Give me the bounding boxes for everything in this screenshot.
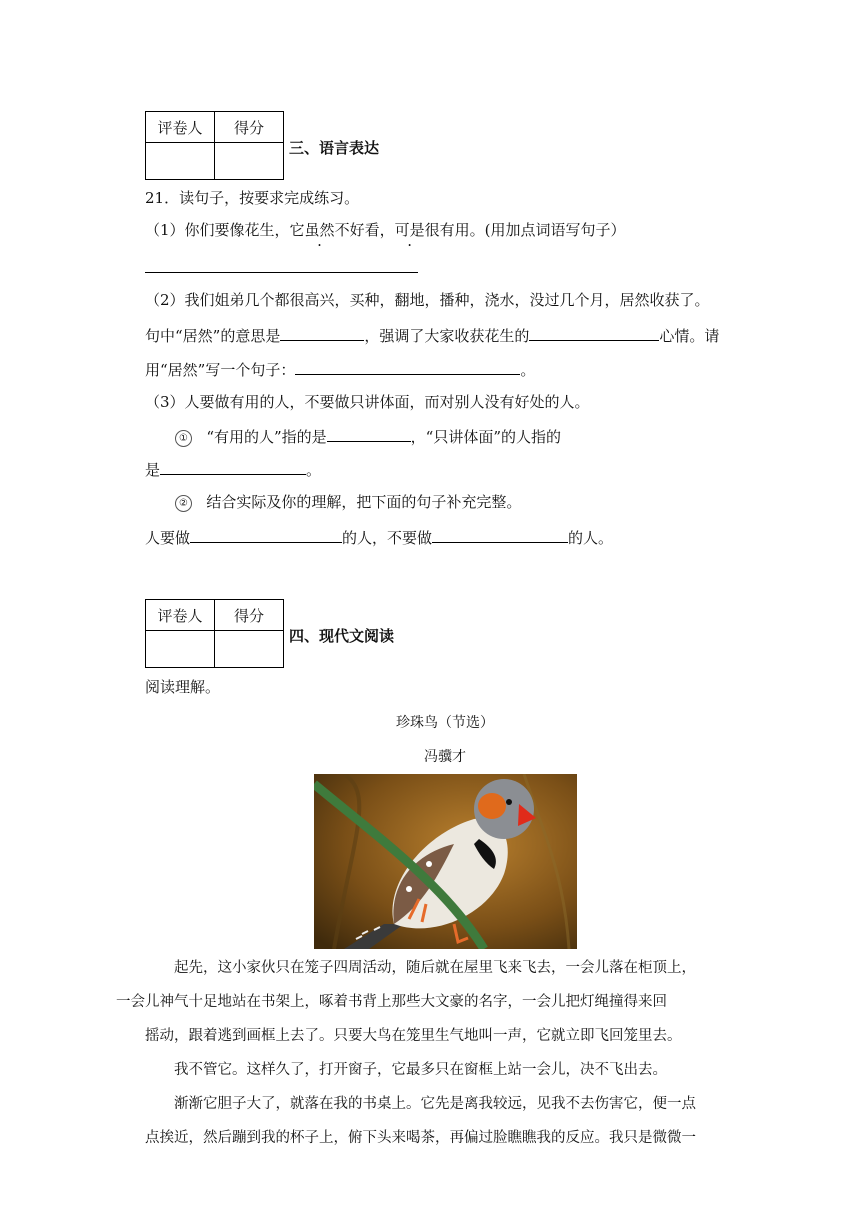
section-title: 三、语言表达 [289,139,380,157]
subquestion-2-line-3 [145,358,535,380]
score-cell[interactable] [215,143,284,180]
text-segment: 人要做 [145,529,191,547]
reading-instruction: 阅读理解。 [145,678,221,696]
subquestion-3-part-1-cont [145,458,321,480]
text-segment: ，“只讲体面”的人指的 [410,428,561,446]
text-segment: 是 [145,461,161,479]
subquestion-1 [145,220,625,240]
answer-blank[interactable] [295,358,520,375]
question-stem: 21．读句子，按要求完成练习。 [145,189,360,207]
text-segment: “有用的人”指的是 [206,428,327,446]
subquestion-2: （2）我们姐弟几个都很高兴，买种，翻地，播种，浇水，没过几个月，居然收获了。 [145,291,710,309]
text-segment: 的人。 [568,529,614,547]
answer-blank[interactable] [529,324,659,341]
answer-blank[interactable] [280,324,364,341]
text-segment: 。 [520,361,536,379]
subquestion-3-part-2-fill [145,526,613,548]
score-header: 得分 [215,112,284,143]
score-table [145,111,284,180]
text-segment: 不好看， [334,221,395,239]
text-segment: 。 [306,461,322,479]
text-segment: 很有用。(用加点词语写句子） [424,221,626,239]
text-segment: 句中“居然”的意思是 [145,327,281,345]
answer-blank[interactable] [432,526,568,543]
passage-line: 一会儿神气十足地站在书架上，啄着书背上那些大文豪的名字，一会儿把灯绳撞得来回 [116,994,667,1010]
answer-blank[interactable] [327,425,411,442]
story-author: 冯骥才 [424,749,466,765]
passage-paragraph [145,1087,715,1155]
reviewer-header: 评卷人 [146,600,215,631]
text-segment: （1）你们要像花生，它 [145,221,305,239]
answer-line[interactable] [145,272,418,273]
reviewer-header: 评卷人 [146,112,215,143]
story-title: 珍珠鸟（节选） [396,715,494,731]
subquestion-3-part-2 [175,492,521,512]
reviewer-cell[interactable] [146,631,215,668]
passage-line: 起先，这小家伙只在笼子四周活动，随后就在屋里飞来飞去，一会儿落在柜顶上， [174,960,696,976]
subquestion-2-line-2 [145,324,719,346]
number-1-icon: ① [175,430,192,447]
passage-paragraph [116,951,715,1053]
text-segment: 心情。请 [659,327,720,345]
text-segment: 结合实际及你的理解，把下面的句子补充完整。 [206,493,522,511]
score-cell[interactable] [215,631,284,668]
dotted-word: 可是 [394,221,425,239]
passage-line: 摇动，跟着逃到画框上去了。只要大鸟在笼里生气地叫一声，它就立即飞回笼里去。 [145,1028,682,1044]
passage-paragraph [145,1053,715,1087]
passage-line: 渐渐它胆子大了，就落在我的书桌上。它先是离我较远，见我不去伤害它，便一点 [174,1096,696,1112]
text-segment: ，强调了大家收获花生的 [364,327,530,345]
subquestion-3-part-1 [175,425,561,447]
score-header: 得分 [215,600,284,631]
text-segment: 的人，不要做 [342,529,433,547]
passage-line: 点挨近，然后蹦到我的杯子上，俯下头来喝茶，再偏过脸瞧瞧我的反应。我只是微微一 [145,1130,696,1146]
text-segment: 用“居然”写一个句子： [145,361,296,379]
number-2-icon: ② [175,495,192,512]
answer-blank[interactable] [160,458,306,475]
passage-line: 我不管它。这样久了，打开窗子，它最多只在窗框上站一会儿，决不飞出去。 [174,1062,667,1078]
subquestion-3: （3）人要做有用的人，不要做只讲体面，而对别人没有好处的人。 [145,393,590,411]
section-title: 四、现代文阅读 [289,627,395,645]
dotted-word: 虽然 [304,221,335,239]
answer-blank[interactable] [190,526,342,543]
reviewer-cell[interactable] [146,143,215,180]
zebra-finch-illustration [314,774,577,949]
score-table [145,599,284,668]
